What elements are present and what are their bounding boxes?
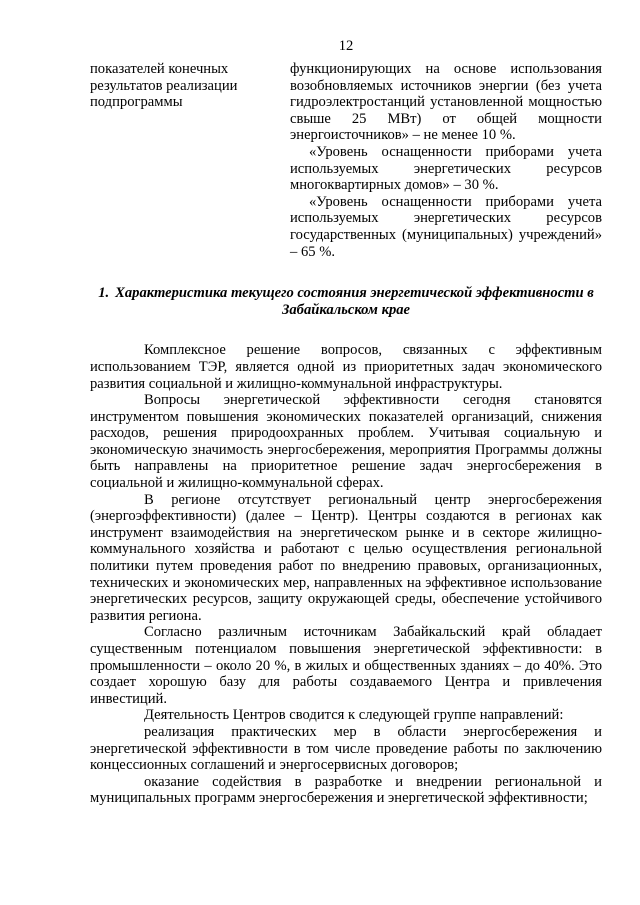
body-text bbox=[90, 342, 602, 807]
paragraph: Комплексное решение вопросов, связанных с эффективным использованием ТЭР, является одной из приоритетных задач экономического развития социальной и жилищно-коммунальной инфраструктуры. bbox=[90, 342, 602, 392]
paragraph: Согласно различным источникам Забайкальский край обладает существенным потенциалом повышения энергетической эффективности: в промышленности – около 20 %, в жилых и общественных зданиях – до 40%. Это создает хорошую базу для работы создаваемого Центра и привлечения инвестиций. bbox=[90, 624, 602, 707]
paragraph: оказание содействия в разработке и внедрении региональной и муниципальных программ энергосбережения и энергетической эффективности; bbox=[90, 773, 602, 807]
paragraph: В регионе отсутствует региональный центр энергосбережения (энергоэффективности) (далее – Центр). Центры создаются в регионах как инструмент взаимодействия на энергетическом рынке и в секторе жилищно-коммунального хозяйства и работают с целью осуществления региональной политики путем проведения работ по внедрению правовых, организационных, технических и экономических мер, направленных на эффективное использование энергетических ресурсов, защиту окружающей среды, обеспечение устойчивого развития региона. bbox=[90, 491, 602, 624]
left-cell-text: показателей конечных результатов реализации подпрограммы bbox=[90, 61, 238, 111]
indicators-table bbox=[90, 61, 602, 260]
section-title: Характеристика текущего состояния энергетической эффективности в Забайкальском крае bbox=[115, 285, 594, 318]
right-cell-item: «Уровень оснащенности приборами учета используемых энергетических ресурсов многоквартирных домов» – 30 %. bbox=[290, 143, 602, 194]
right-cell-item: функционирующих на основе использования возобновляемых источников энергии (без учета гидроэлектростанций установленной мощностью свыше 25 МВт) от общей мощности энергоисточников» – не менее 10 %. bbox=[290, 61, 602, 144]
section-number: 1. bbox=[98, 285, 110, 302]
table-left-cell bbox=[90, 61, 290, 260]
paragraph: реализация практических мер в области энергосбережения и энергетической эффективности в том числе проведение работы по заключению концессионных соглашений и энергосервисных договоров; bbox=[90, 723, 602, 774]
paragraph: Деятельность Центров сводится к следующей группе направлений: bbox=[144, 707, 564, 724]
section-heading bbox=[90, 285, 602, 318]
page-number: 12 bbox=[338, 38, 354, 54]
right-cell-item: «Уровень оснащенности приборами учета используемых энергетических ресурсов государственных (муниципальных) учреждений» – 65 %. bbox=[290, 193, 602, 260]
table-right-cell bbox=[290, 61, 602, 260]
paragraph: Вопросы энергетической эффективности сегодня становятся инструментом повышения экономических показателей организаций, снижения расходов, решения природоохранных проблем. Учитывая социальную и экономическую значимость энергосбережения, мероприятия Программы должны быть направлены на приоритетное решение задач энергосбережения в социальной и жилищно-коммунальной сферах. bbox=[90, 392, 602, 492]
